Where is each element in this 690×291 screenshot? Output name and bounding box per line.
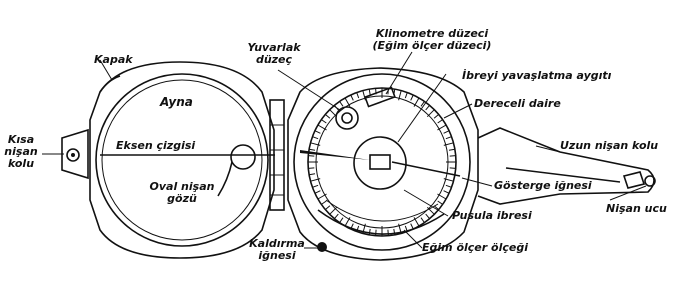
- label-axis-line: Eksen çizgisi: [116, 139, 196, 152]
- graduation-tick: [330, 207, 337, 214]
- label-sight-tip: Nişan ucu: [606, 202, 667, 215]
- graduation-tick: [405, 93, 407, 99]
- graduation-tick: [438, 120, 443, 123]
- label-mirror: Ayna: [160, 95, 193, 109]
- graduation-tick: [325, 206, 330, 210]
- label-clinometer-level-line-2: (Eğim ölçer düzeci): [372, 39, 492, 52]
- graduation-tick: [434, 114, 439, 118]
- graduation-tick: [444, 191, 450, 194]
- graduation-tick: [315, 191, 321, 194]
- label-lifting-pin-line-1: Kaldırma: [249, 237, 305, 250]
- graduation-tick: [369, 89, 370, 95]
- graduation-tick: [309, 149, 315, 150]
- label-oval-sight-window-line-1: Oval nişan: [149, 180, 215, 193]
- label-indicator-needle: Gösterge iğnesi: [494, 179, 592, 192]
- label-circular-level: [243, 42, 305, 66]
- label-graduated-circle: Dereceli daire: [474, 97, 561, 110]
- graduation-tick: [450, 168, 456, 169]
- graduation-tick: [309, 174, 315, 175]
- label-circular-level-line-2: düzeç: [255, 53, 293, 66]
- graduation-tick: [313, 185, 319, 187]
- graduation-tick: [421, 218, 424, 223]
- graduation-tick: [411, 95, 414, 101]
- graduation-tick: [325, 114, 330, 118]
- compass-body: [288, 68, 478, 260]
- graduation-tick: [321, 120, 326, 123]
- label-oval-sight-window-line-2: gözü: [167, 192, 197, 205]
- graduation-tick: [388, 230, 389, 236]
- graduation-tick: [340, 101, 343, 106]
- label-clinometer-scale: Eğim ölçer ölçeği: [422, 241, 528, 254]
- label-short-sight-arm-line-1: Kısa: [7, 133, 35, 146]
- graduation-tick: [369, 229, 370, 235]
- label-circular-level-line-1: Yuvarlak: [247, 41, 301, 54]
- label-lifting-pin: [246, 238, 308, 262]
- label-short-sight-arm-line-2: nişan: [4, 145, 38, 158]
- label-compass-needle: Pusula ibresi: [452, 209, 532, 222]
- graduation-tick: [446, 137, 452, 139]
- label-clinometer-level-line-1: Klinometre düzeci: [375, 27, 489, 40]
- label-oval-sight-window: [142, 181, 222, 205]
- graduation-tick: [351, 95, 354, 101]
- graduation-tick: [426, 214, 430, 219]
- graduation-tick: [308, 168, 314, 169]
- graduation-tick: [340, 218, 343, 223]
- graduation-tick: [449, 149, 455, 150]
- graduation-tick: [438, 201, 443, 204]
- label-short-sight-arm: [2, 134, 40, 170]
- graduation-tick: [321, 201, 326, 204]
- graduation-tick: [376, 230, 377, 236]
- lid: [90, 62, 275, 258]
- graduation-tick: [308, 156, 314, 157]
- label-short-sight-arm-line-3: kolu: [7, 157, 35, 170]
- label-lifting-pin-line-2: iğnesi: [258, 249, 296, 262]
- graduation-tick: [427, 110, 434, 117]
- graduation-tick: [450, 156, 456, 157]
- graduation-tick: [411, 224, 414, 230]
- graduation-tick: [446, 185, 452, 187]
- graduation-tick: [334, 214, 338, 219]
- graduation-tick: [357, 93, 359, 99]
- short-sight-arm: [62, 130, 88, 178]
- label-clinometer-level: [352, 28, 512, 52]
- graduation-tick: [426, 105, 430, 110]
- label-lid: Kapak: [94, 53, 133, 66]
- graduation-tick: [444, 131, 450, 134]
- label-long-sight-arm: Uzun nişan kolu: [560, 139, 659, 152]
- label-needle-damper: İbreyi yavaşlatma aygıtı: [462, 69, 612, 82]
- graduation-tick: [315, 131, 321, 134]
- graduation-tick: [313, 137, 319, 139]
